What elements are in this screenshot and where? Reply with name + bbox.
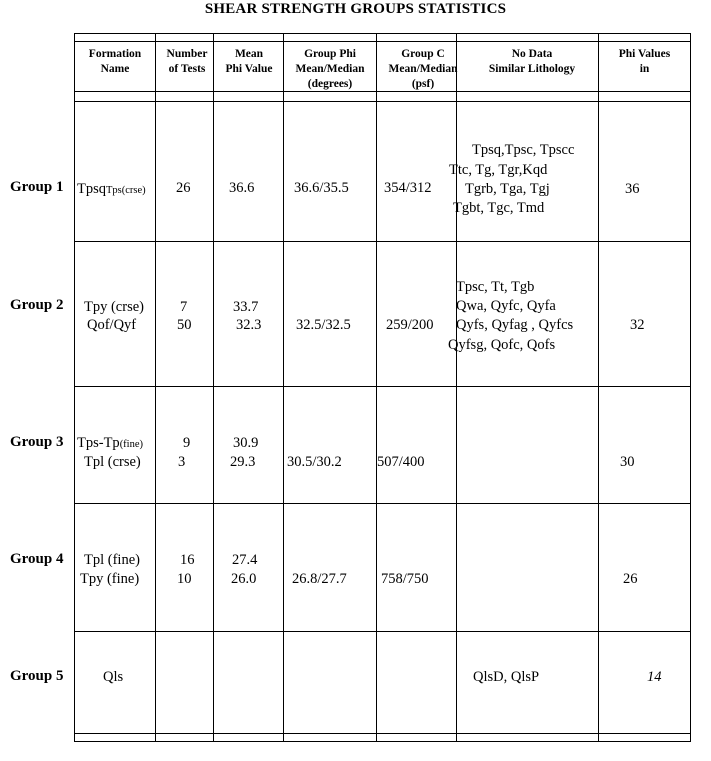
formation-name: Qof/Qyf xyxy=(87,317,137,333)
similar-lithology: Tpsc, Tt, Tgb xyxy=(456,279,535,295)
table-col-rule xyxy=(213,33,214,742)
table-col-rule xyxy=(74,33,75,742)
phi-value: 30 xyxy=(620,454,635,470)
table-col-rule xyxy=(690,33,691,742)
group-label: Group 2 xyxy=(10,297,64,313)
header-formation-name: Formation Name xyxy=(88,48,142,75)
group-label: Group 4 xyxy=(10,551,64,567)
group-phi-mean-median: 36.6/35.5 xyxy=(294,180,349,196)
number-of-tests: 50 xyxy=(177,317,192,333)
table-col-rule xyxy=(598,33,599,742)
group-phi-mean-median: 30.5/30.2 xyxy=(287,454,342,470)
similar-lithology: Tgbt, Tgc, Tmd xyxy=(453,200,545,216)
group-phi-mean-median: 26.8/27.7 xyxy=(292,571,347,587)
formation-name: Tps-Tp(fine) xyxy=(77,435,144,451)
group-c-mean-median: 259/200 xyxy=(386,317,434,333)
similar-lithology: Qyfsg, Qofc, Qofs xyxy=(448,337,556,353)
group-phi-mean-median: 32.5/32.5 xyxy=(296,317,351,333)
number-of-tests: 7 xyxy=(180,299,188,315)
formation-name: TpsqTps(crse) xyxy=(77,181,146,197)
formation-name: Tpy (fine) xyxy=(80,571,140,587)
phi-value: 14 xyxy=(647,669,662,685)
similar-lithology: QlsD, QlsP xyxy=(473,669,540,685)
similar-lithology: Qwa, Qyfc, Qyfa xyxy=(456,298,556,314)
mean-phi-value: 29.3 xyxy=(230,454,256,470)
phi-value: 36 xyxy=(625,181,640,197)
table-title: SHEAR STRENGTH GROUPS STATISTICS xyxy=(204,1,507,17)
table-col-rule xyxy=(376,33,377,742)
formation-name: Tpl (fine) xyxy=(84,552,140,568)
group-label: Group 3 xyxy=(10,434,64,450)
mean-phi-value: 33.7 xyxy=(233,299,259,315)
header-group-phi: Group Phi Mean/Median (degrees) xyxy=(295,48,365,90)
number-of-tests: 26 xyxy=(176,180,191,196)
number-of-tests: 9 xyxy=(183,435,191,451)
mean-phi-value: 32.3 xyxy=(236,317,262,333)
group-label: Group 1 xyxy=(10,179,64,195)
number-of-tests: 16 xyxy=(180,552,195,568)
number-of-tests: 10 xyxy=(177,571,192,587)
header-mean-phi-value: Mean Phi Value xyxy=(225,48,273,75)
phi-value: 32 xyxy=(630,317,645,333)
table-col-rule xyxy=(155,33,156,742)
mean-phi-value: 26.0 xyxy=(231,571,257,587)
mean-phi-value: 36.6 xyxy=(229,180,255,196)
mean-phi-value: 27.4 xyxy=(232,552,258,568)
similar-lithology: Tgrb, Tga, Tgj xyxy=(465,181,550,197)
formation-name: Qls xyxy=(103,669,124,685)
header-phi-values: Phi Values in xyxy=(618,48,671,75)
table-col-rule xyxy=(456,33,457,742)
group-c-mean-median: 758/750 xyxy=(381,571,429,587)
phi-value: 26 xyxy=(623,571,638,587)
mean-phi-value: 30.9 xyxy=(233,435,259,451)
group-label: Group 5 xyxy=(10,668,64,684)
formation-name: Tpy (crse) xyxy=(84,299,144,315)
header-number-of-tests: Number of Tests xyxy=(166,48,208,75)
number-of-tests: 3 xyxy=(178,454,186,470)
table-col-rule xyxy=(283,33,284,742)
formation-name: Tpl (crse) xyxy=(84,454,141,470)
group-c-mean-median: 507/400 xyxy=(377,454,425,470)
similar-lithology: Tpsq,Tpsc, Tpscc xyxy=(472,142,575,158)
header-no-data-similar-lithology: No Data Similar Lithology xyxy=(488,48,576,75)
similar-lithology: Ttc, Tg, Tgr,Kqd xyxy=(449,162,548,178)
similar-lithology: Qyfs, Qyfag , Qyfcs xyxy=(456,317,574,333)
header-group-c: Group C Mean/Median (psf) xyxy=(388,48,458,90)
group-c-mean-median: 354/312 xyxy=(384,180,432,196)
